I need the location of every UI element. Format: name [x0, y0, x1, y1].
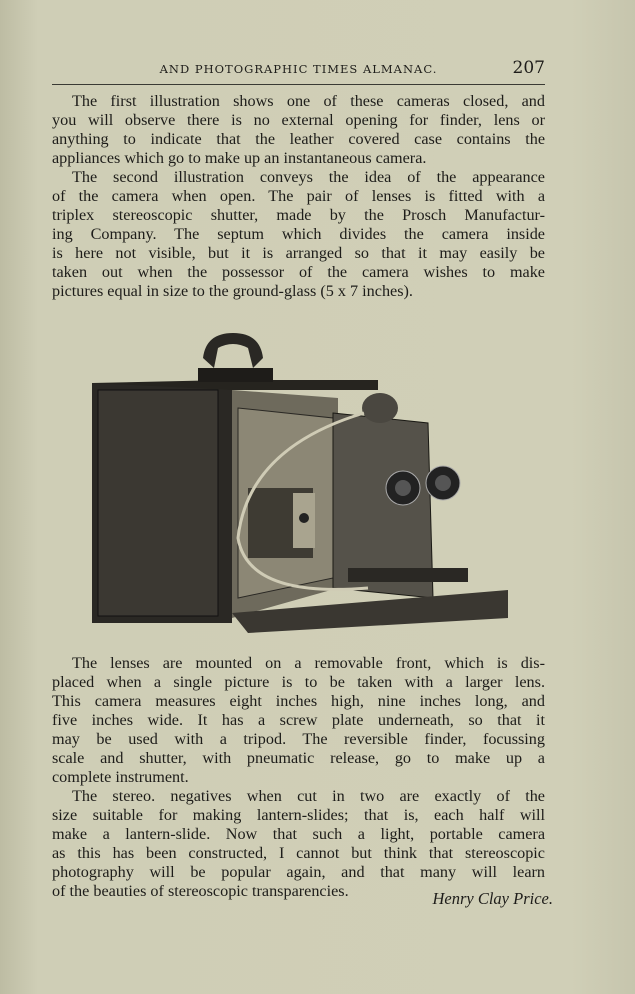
text-line: as this has been constructed, I cannot but think that stereoscopic [52, 844, 545, 862]
text-line: pictures equal in size to the ground-glass (5 x 7 inches). [52, 282, 413, 300]
text-line: ing Company. The septum which divides the camera inside [52, 225, 545, 243]
text-line: The lenses are mounted on a removable front, which is dis- [72, 654, 545, 672]
text-line: may be used with a tripod. The reversible finder, focussing [52, 730, 545, 748]
text-line: anything to indicate that the leather covered case contains the [52, 130, 545, 148]
text-line: This camera measures eight inches high, nine inches long, and [52, 692, 545, 710]
text-line: The second illustration conveys the idea of the appearance [72, 168, 545, 186]
text-line: of the camera when open. The pair of lenses is fitted with a [52, 187, 545, 205]
page-number: 207 [512, 58, 545, 78]
text-line: placed when a single picture is to be taken with a larger lens. [52, 673, 545, 691]
text-line: photography will be popular again, and that many will learn [52, 863, 545, 881]
header-rule [52, 84, 545, 85]
text-line: appliances which go to make up an instantaneous camera. [52, 149, 427, 167]
camera-illustration [88, 328, 513, 638]
text-line: is here not visible, but it is arranged so that it may easily be [52, 244, 545, 262]
text-line: size suitable for making lantern-slides; that is, each half will [52, 806, 545, 824]
text-line: scale and shutter, with pneumatic release, go to make up a [52, 749, 545, 767]
text-line: you will observe there is no external opening for finder, lens or [52, 111, 545, 129]
text-line: complete instrument. [52, 768, 189, 786]
text-line: taken out when the possessor of the camera wishes to make [52, 263, 545, 281]
page-header [52, 58, 545, 78]
text-line: triplex stereoscopic shutter, made by the Prosch Manufactur- [52, 206, 545, 224]
text-block-bottom [52, 654, 545, 901]
text-line: make a lantern-slide. Now that such a light, portable camera [52, 825, 545, 843]
text-line: of the beauties of stereoscopic transparencies. [52, 882, 349, 900]
text-block-top [52, 92, 545, 301]
text-line: five inches wide. It has a screw plate underneath, so that it [52, 711, 545, 729]
text-line: The first illustration shows one of these cameras closed, and [72, 92, 545, 110]
running-title: AND PHOTOGRAPHIC TIMES ALMANAC. [159, 62, 438, 76]
text-line: The stereo. negatives when cut in two are exactly of the [72, 787, 545, 805]
author-signature: Henry Clay Price. [432, 889, 553, 908]
